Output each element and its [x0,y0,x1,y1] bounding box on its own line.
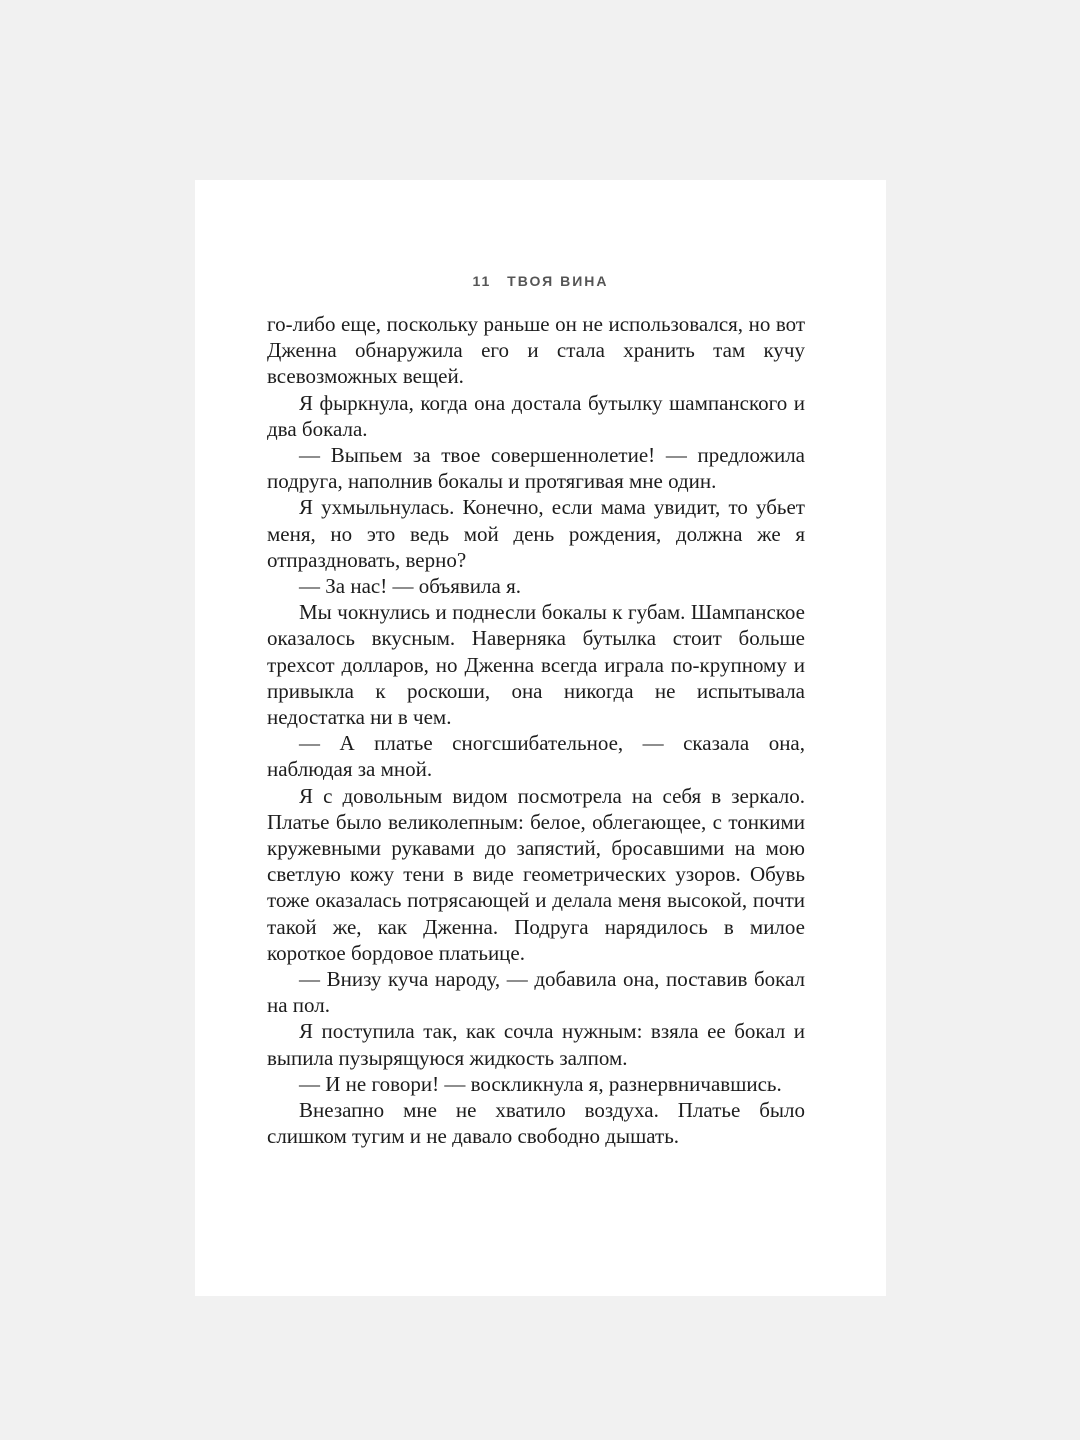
page-number: 11 [472,273,492,289]
paragraph: Внезапно мне не хватило воздуха. Платье было слишком тугим и не давало свободно дышать. [267,1098,805,1149]
paragraph: — Выпьем за твое совершеннолетие! — предложила подруга, наполнив бокалы и протягивая мне один. [267,443,805,494]
paragraph: Я ухмыльнулась. Конечно, если мама увидит, то убьет меня, но это ведь мой день рождения, должна же я отпраздновать, верно? [267,495,805,572]
book-page [195,180,886,1296]
body-text [267,311,805,1150]
paragraph: Я поступила так, как сочла нужным: взяла ее бокал и выпила пузырящуюся жидкость залпом. [267,1019,805,1070]
paragraph: Я с довольным видом посмотрела на себя в зеркало. Платье было великолепным: белое, облегающее, с тонкими кружевными рукавами до запястий, бросавшими на мою светлую кожу тени в виде геометрических узоров. Обувь тоже оказалась потрясающей и делала меня высокой, почти такой же, как Дженна. Подруга нарядилось в милое короткое бордовое платьице. [267,783,805,965]
paragraph: Я фыркнула, когда она достала бутылку шампанского и два бокала. [267,390,805,441]
paragraph: — А платье сногсшибательное, — сказала она, наблюдая за мной. [267,731,805,782]
paragraph: го-либо еще, поскольку раньше он не использовался, но вот Дженна обнаружила его и стала хранить там кучу всевозможных вещей. [267,312,805,389]
book-title: ТВОЯ ВИНА [507,273,609,289]
paragraph: — Внизу куча народу, — добавила она, поставив бокал на пол. [267,967,805,1018]
running-head [195,273,886,289]
paragraph: — И не говори! — воскликнула я, разнервничавшись. [299,1071,782,1096]
paragraph: — За нас! — объявила я. [299,574,522,599]
paragraph: Мы чокнулись и поднесли бокалы к губам. Шампанское оказалось вкусным. Наверняка бутылка стоит больше трехсот долларов, но Дженна всегда играла по-крупному и привыкла к роскоши, она никогда не испытывала недостатка ни в чем. [267,600,805,730]
